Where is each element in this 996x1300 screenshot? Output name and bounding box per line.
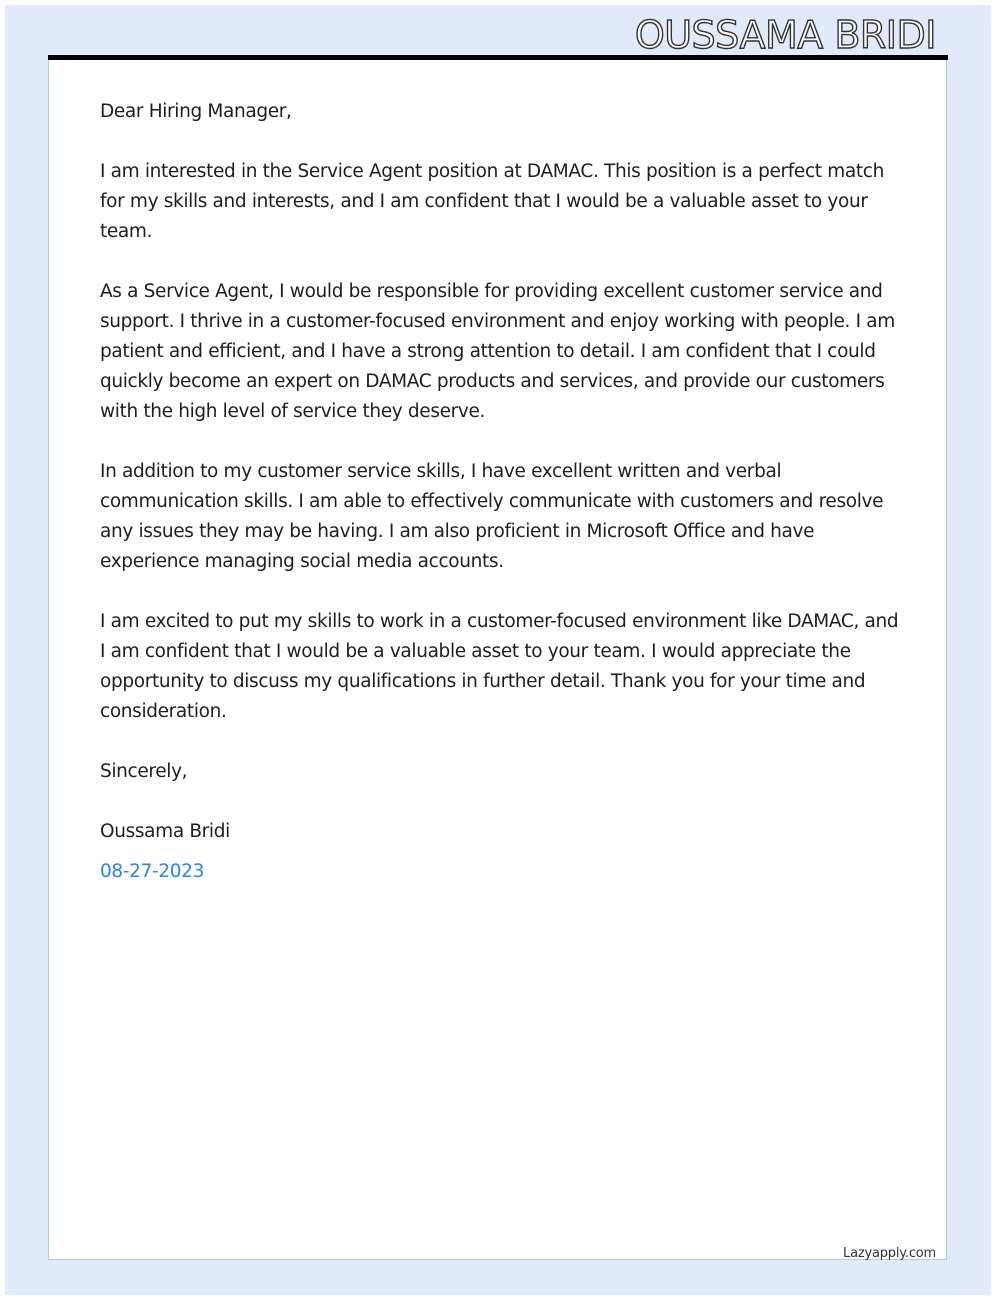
- cover-letter-body: [100, 97, 900, 887]
- paragraph-intro: I am interested in the Service Agent position at DAMAC. This position is a perfect match for my skills and interests, and I am confident that I would be a valuable asset to your team.: [100, 161, 884, 242]
- letter-date: 08-27-2023: [100, 861, 205, 882]
- paragraph-responsibilities: As a Service Agent, I would be responsible for providing excellent customer service and support. I thrive in a customer-focused environment and enjoy working with people. I am patient and efficient, and I have a strong attention to detail. I am confident that I could quickly become an expert on DAMAC products and services, and provide our customers with the high level of service they deserve.: [100, 281, 895, 422]
- footer-brand: Lazyapply.com: [843, 1246, 936, 1261]
- salutation: Dear Hiring Manager,: [100, 101, 292, 122]
- paragraph-skills: In addition to my customer service skills, I have excellent written and verbal communication skills. I am able to effectively communicate with customers and resolve any issues they may be having. I am also proficient in Microsoft Office and have experience managing social media accounts.: [100, 461, 884, 572]
- paragraph-conclusion: I am excited to put my skills to work in a customer-focused environment like DAMAC, and I am confident that I would be a valuable asset to your team. I would appreciate the opportunity to discuss my qualifications in further detail. Thank you for your time and consideration.: [100, 611, 899, 722]
- closing: Sincerely,: [100, 761, 188, 782]
- applicant-name-header: OUSSAMA BRIDI: [634, 13, 936, 57]
- signature-name: Oussama Bridi: [100, 821, 230, 842]
